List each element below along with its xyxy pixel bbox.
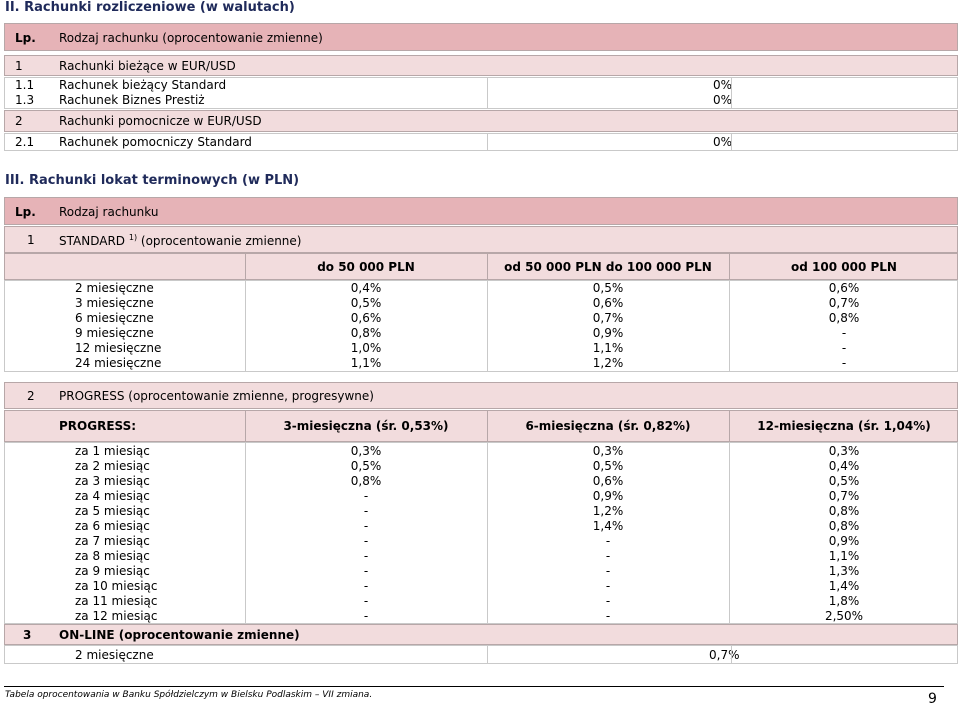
rate-cell: 0,7% xyxy=(828,296,860,310)
rate-cell: 0,8% xyxy=(828,504,860,518)
list-item xyxy=(5,78,957,93)
standard-title: STANDARD $^{1)}$ (oprocentowanie zmienne) xyxy=(59,233,302,248)
rate-cell: - xyxy=(363,594,369,608)
rate-cell: - xyxy=(605,564,611,578)
column-header: 3-miesięczna (śr. 0,53%) xyxy=(283,419,449,433)
group-1-items xyxy=(4,77,958,109)
rate-cell: - xyxy=(363,549,369,563)
rate-cell: 0,3% xyxy=(350,444,382,458)
rate-cell: 0,5% xyxy=(350,296,382,310)
rate-cell: - xyxy=(605,534,611,548)
page-number: 9 xyxy=(928,691,937,707)
rate-cell: 0,9% xyxy=(828,534,860,548)
group-title: Rachunki bieżące w EUR/USD xyxy=(59,59,236,73)
rate-cell: - xyxy=(605,549,611,563)
item-name: Rachunek Biznes Prestiż xyxy=(59,93,205,107)
group-2-items xyxy=(4,133,958,151)
progress-table xyxy=(4,442,958,624)
rate-cell: 0,6% xyxy=(350,311,382,325)
item-rate: 0% xyxy=(713,135,733,149)
table-row xyxy=(5,609,957,624)
table-row xyxy=(5,549,957,564)
rate-cell: 0,7% xyxy=(592,311,624,325)
rate-cell: - xyxy=(841,326,847,340)
row-label: 6 miesięczne xyxy=(75,311,154,325)
rate-cell: 1,1% xyxy=(350,356,382,370)
rate-cell: 0,5% xyxy=(828,474,860,488)
table-row xyxy=(5,594,957,609)
progress-header xyxy=(4,382,958,409)
table-row xyxy=(5,474,957,489)
row-label: za 6 miesiąc xyxy=(75,519,150,533)
rate-cell: 0,6% xyxy=(592,474,624,488)
column-header: PROGRESS: xyxy=(59,419,137,433)
rate-cell: 0,4% xyxy=(828,459,860,473)
row-label: 2 miesięczne xyxy=(75,281,154,295)
row-label: za 1 miesiąc xyxy=(75,444,150,458)
group-title: Rachunki pomocnicze w EUR/USD xyxy=(59,114,262,128)
rate-cell: 1,1% xyxy=(828,549,860,563)
table-row xyxy=(5,504,957,519)
rate-cell: 0,9% xyxy=(592,326,624,340)
table-row xyxy=(5,459,957,474)
table-row xyxy=(5,326,957,341)
item-no: 2.1 xyxy=(15,135,35,149)
column-header: od 100 000 PLN xyxy=(791,260,897,274)
section-2-header xyxy=(4,23,958,51)
item-name: Rachunek pomocniczy Standard xyxy=(59,135,252,149)
account-type-header: Rodzaj rachunku xyxy=(59,205,159,219)
rate-cell: 1,4% xyxy=(592,519,624,533)
rate-cell: 0,9% xyxy=(592,489,624,503)
rate-cell: - xyxy=(363,609,369,623)
rate-cell: 0,3% xyxy=(828,444,860,458)
rate-cell: 1,1% xyxy=(592,341,624,355)
table-row xyxy=(5,281,957,296)
row-label: za 7 miesiąc xyxy=(75,534,150,548)
list-item xyxy=(5,93,957,108)
rate-cell: 0,3% xyxy=(592,444,624,458)
group-2-header xyxy=(4,110,958,132)
group-no: 1 xyxy=(15,59,23,73)
standard-header xyxy=(4,226,958,253)
footer-text: Tabela oprocentowania w Banku Spółdzielczym w Bielsku Podlaskim – VII zmiana. xyxy=(5,690,373,700)
online-term: 2 miesięczne xyxy=(75,648,154,662)
column-header: 12-miesięczna (śr. 1,04%) xyxy=(757,419,931,433)
progress-title: PROGRESS (oprocentowanie zmienne, progresywne) xyxy=(59,389,374,403)
online-title: ON-LINE (oprocentowanie zmienne) xyxy=(59,628,300,642)
table-row xyxy=(5,534,957,549)
rate-cell: 0,6% xyxy=(592,296,624,310)
row-label: za 2 miesiąc xyxy=(75,459,150,473)
row-label: za 4 miesiąc xyxy=(75,489,150,503)
online-rate: 0,7% xyxy=(709,648,740,662)
group-no: 2 xyxy=(15,114,23,128)
rate-cell: 1,4% xyxy=(828,579,860,593)
section-3-header xyxy=(4,197,958,225)
column-header: do 50 000 PLN xyxy=(317,260,415,274)
rate-cell: 0,8% xyxy=(828,519,860,533)
item-no: 1.1 xyxy=(15,78,35,92)
progress-columns xyxy=(4,410,958,442)
rate-cell: 2,50% xyxy=(824,609,864,623)
row-label: za 8 miesiąc xyxy=(75,549,150,563)
rate-cell: 1,0% xyxy=(350,341,382,355)
rate-cell: 1,3% xyxy=(828,564,860,578)
rate-cell: - xyxy=(363,519,369,533)
item-rate: 0% xyxy=(713,93,733,107)
rate-cell: 0,4% xyxy=(350,281,382,295)
section-2-heading: II. Rachunki rozliczeniowe (w walutach) xyxy=(5,0,295,15)
standard-table xyxy=(4,280,958,372)
table-row xyxy=(5,489,957,504)
footer-divider xyxy=(4,686,944,687)
rate-cell: - xyxy=(363,489,369,503)
rate-cell: - xyxy=(605,594,611,608)
table-row xyxy=(5,296,957,311)
row-label: za 10 miesiąc xyxy=(75,579,158,593)
row-label: za 12 miesiąc xyxy=(75,609,158,623)
rate-cell: - xyxy=(363,564,369,578)
rate-cell: 1,2% xyxy=(592,504,624,518)
online-header xyxy=(4,624,958,645)
row-label: za 11 miesiąc xyxy=(75,594,158,608)
row-label: 9 miesięczne xyxy=(75,326,154,340)
lp-header: Lp. xyxy=(15,31,36,45)
rate-cell: 0,8% xyxy=(350,474,382,488)
rate-cell: 0,5% xyxy=(592,459,624,473)
row-label: 12 miesięczne xyxy=(75,341,162,355)
rate-cell: - xyxy=(363,579,369,593)
table-row xyxy=(5,564,957,579)
rate-cell: 0,8% xyxy=(828,311,860,325)
item-rate: 0% xyxy=(713,78,733,92)
row-label: za 5 miesiąc xyxy=(75,504,150,518)
row-label: za 3 miesiąc xyxy=(75,474,150,488)
online-no: 3 xyxy=(23,628,32,642)
rate-cell: - xyxy=(605,609,611,623)
column-header: 6-miesięczna (śr. 0,82%) xyxy=(525,419,691,433)
item-name: Rachunek bieżący Standard xyxy=(59,78,227,92)
rate-cell: 0,6% xyxy=(828,281,860,295)
rate-cell: 0,8% xyxy=(350,326,382,340)
rate-cell: - xyxy=(363,504,369,518)
table-row xyxy=(5,444,957,459)
standard-columns xyxy=(4,253,958,280)
table-row xyxy=(5,341,957,356)
table-row xyxy=(5,519,957,534)
row-label: za 9 miesiąc xyxy=(75,564,150,578)
lp-header: Lp. xyxy=(15,205,36,219)
rate-cell: - xyxy=(841,341,847,355)
rate-cell: - xyxy=(841,356,847,370)
table-row xyxy=(5,579,957,594)
progress-no: 2 xyxy=(27,389,35,403)
row-label: 3 miesięczne xyxy=(75,296,154,310)
section-3-heading: III. Rachunki lokat terminowych (w PLN) xyxy=(5,173,300,188)
group-1-header xyxy=(4,55,958,76)
item-no: 1.3 xyxy=(15,93,35,107)
table-row xyxy=(5,311,957,326)
rate-cell: - xyxy=(605,579,611,593)
standard-no: 1 xyxy=(27,233,35,247)
rate-cell: 1,8% xyxy=(828,594,860,608)
online-table xyxy=(4,645,958,664)
rate-cell: 0,7% xyxy=(828,489,860,503)
rate-cell: 1,2% xyxy=(592,356,624,370)
rate-cell: 0,5% xyxy=(350,459,382,473)
column-header: od 50 000 PLN do 100 000 PLN xyxy=(504,260,712,274)
rate-cell: 0,5% xyxy=(592,281,624,295)
rate-cell: - xyxy=(363,534,369,548)
account-type-header: Rodzaj rachunku (oprocentowanie zmienne) xyxy=(59,31,323,45)
table-row xyxy=(5,356,957,371)
row-label: 24 miesięczne xyxy=(75,356,162,370)
